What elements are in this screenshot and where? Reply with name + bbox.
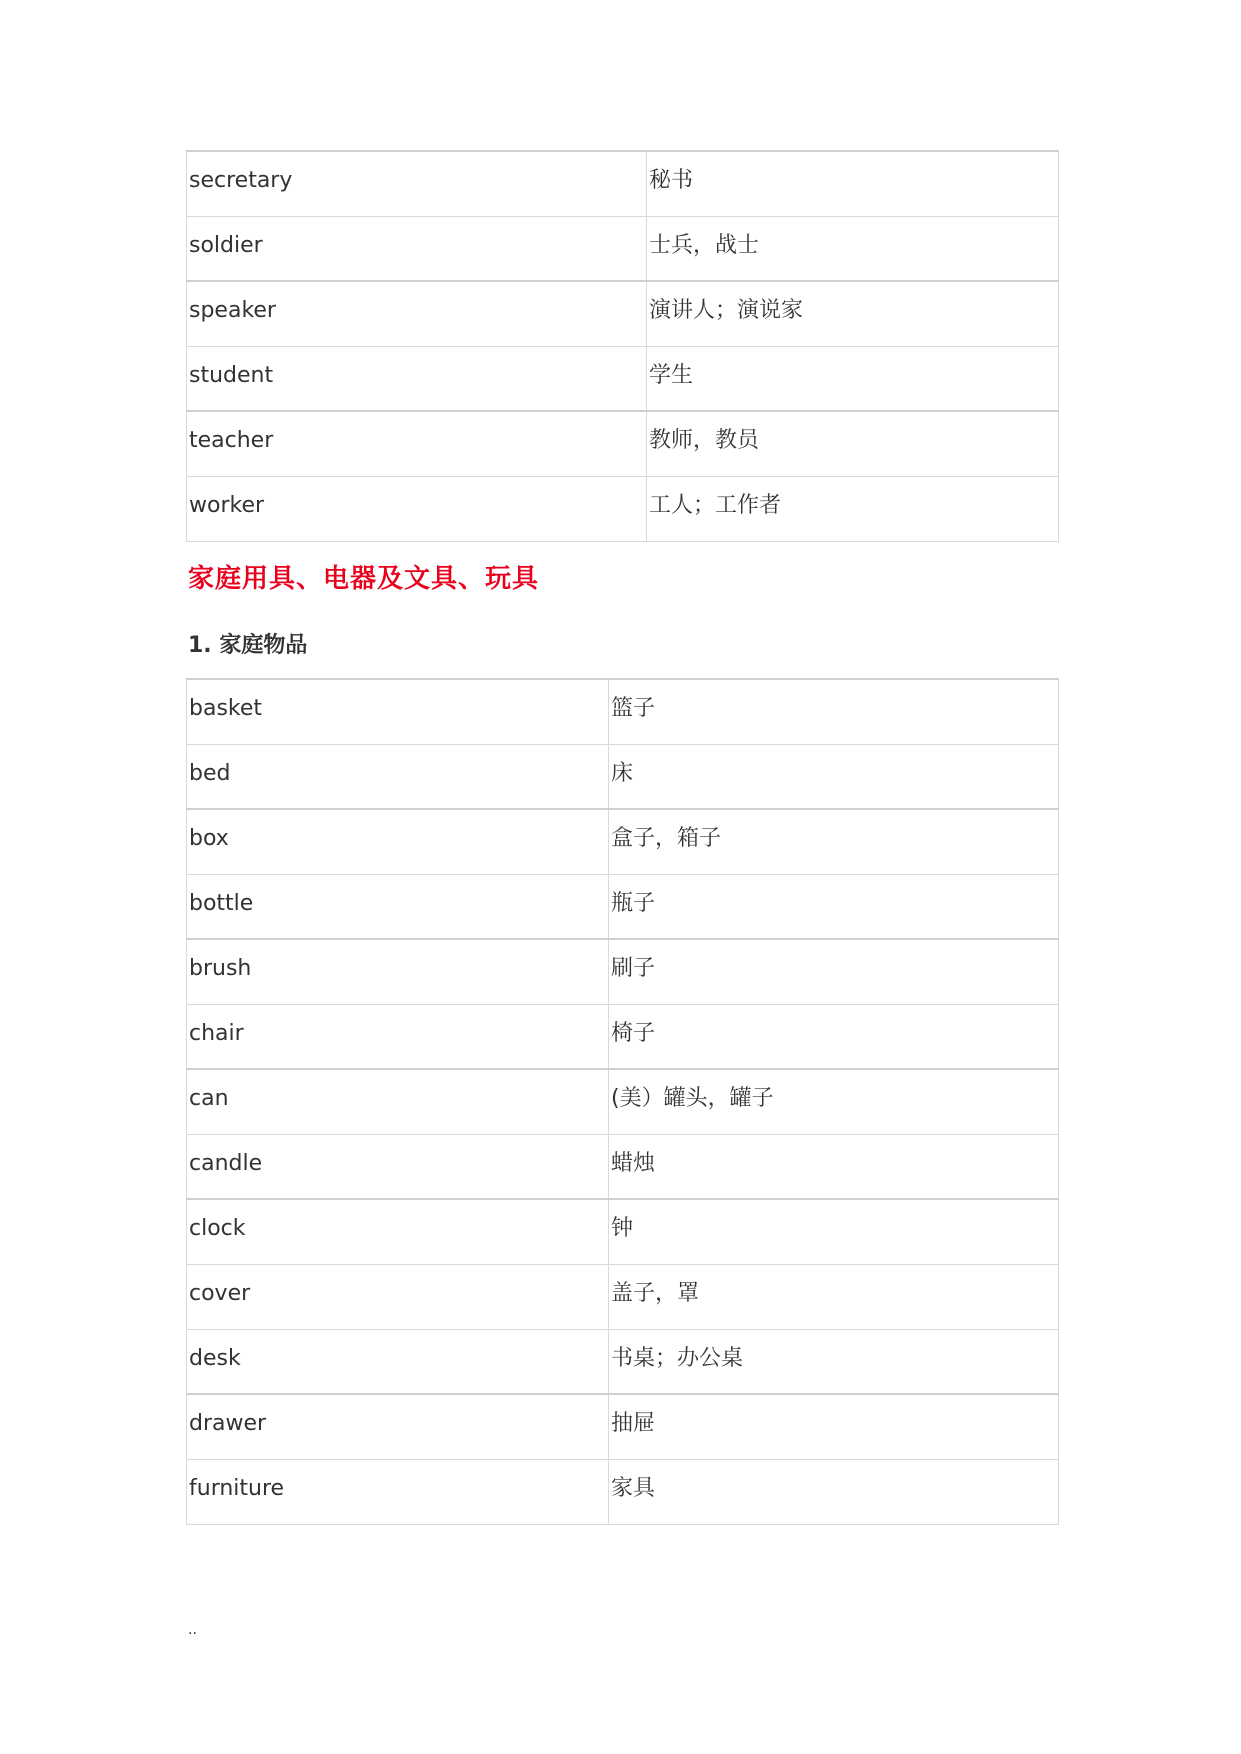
table-row <box>187 216 1059 281</box>
chinese-meaning: 教师，教员 <box>647 411 1059 476</box>
english-word: basket <box>187 679 609 744</box>
table-row <box>187 1329 1059 1394</box>
english-word: furniture <box>187 1459 609 1524</box>
english-word: box <box>187 809 609 874</box>
chinese-meaning: 盖子，罩 <box>609 1264 1059 1329</box>
section-heading: 家庭用具、电器及文具、玩具 <box>188 564 540 594</box>
table-row <box>187 1199 1059 1264</box>
chinese-meaning: 秘书 <box>647 151 1059 216</box>
english-word: bottle <box>187 874 609 939</box>
table-row <box>187 744 1059 809</box>
page-footer: .. <box>188 1622 197 1638</box>
english-word: brush <box>187 939 609 1004</box>
chinese-meaning: 椅子 <box>609 1004 1059 1069</box>
english-word: can <box>187 1069 609 1134</box>
english-word: drawer <box>187 1394 609 1459</box>
table-row <box>187 411 1059 476</box>
english-word: clock <box>187 1199 609 1264</box>
table-row <box>187 1004 1059 1069</box>
table-row <box>187 1134 1059 1199</box>
subsection-heading: 1. 家庭物品 <box>188 633 308 658</box>
table-row <box>187 1069 1059 1134</box>
chinese-meaning: 刷子 <box>609 939 1059 1004</box>
table-row <box>187 1264 1059 1329</box>
chinese-meaning: 盒子，箱子 <box>609 809 1059 874</box>
chinese-meaning: 家具 <box>609 1459 1059 1524</box>
english-word: speaker <box>187 281 647 346</box>
english-word: desk <box>187 1329 609 1394</box>
english-word: student <box>187 346 647 411</box>
table-row <box>187 151 1059 216</box>
chinese-meaning: 钟 <box>609 1199 1059 1264</box>
chinese-meaning: 篮子 <box>609 679 1059 744</box>
table-row <box>187 1394 1059 1459</box>
table-row <box>187 1459 1059 1524</box>
table-row <box>187 346 1059 411</box>
english-word: teacher <box>187 411 647 476</box>
table-row <box>187 874 1059 939</box>
chinese-meaning: 书桌；办公桌 <box>609 1329 1059 1394</box>
english-word: secretary <box>187 151 647 216</box>
table-row <box>187 809 1059 874</box>
chinese-meaning: 瓶子 <box>609 874 1059 939</box>
chinese-meaning: 士兵，战士 <box>647 216 1059 281</box>
household-items-table <box>186 678 1059 1525</box>
english-word: cover <box>187 1264 609 1329</box>
table-row <box>187 281 1059 346</box>
occupations-table <box>186 150 1059 542</box>
chinese-meaning: 蜡烛 <box>609 1134 1059 1199</box>
english-word: bed <box>187 744 609 809</box>
chinese-meaning: 演讲人；演说家 <box>647 281 1059 346</box>
chinese-meaning: 抽屉 <box>609 1394 1059 1459</box>
chinese-meaning: (美）罐头，罐子 <box>609 1069 1059 1134</box>
table-row <box>187 939 1059 1004</box>
english-word: chair <box>187 1004 609 1069</box>
table-row <box>187 476 1059 541</box>
english-word: candle <box>187 1134 609 1199</box>
table-row <box>187 679 1059 744</box>
chinese-meaning: 学生 <box>647 346 1059 411</box>
english-word: soldier <box>187 216 647 281</box>
chinese-meaning: 工人；工作者 <box>647 476 1059 541</box>
english-word: worker <box>187 476 647 541</box>
chinese-meaning: 床 <box>609 744 1059 809</box>
